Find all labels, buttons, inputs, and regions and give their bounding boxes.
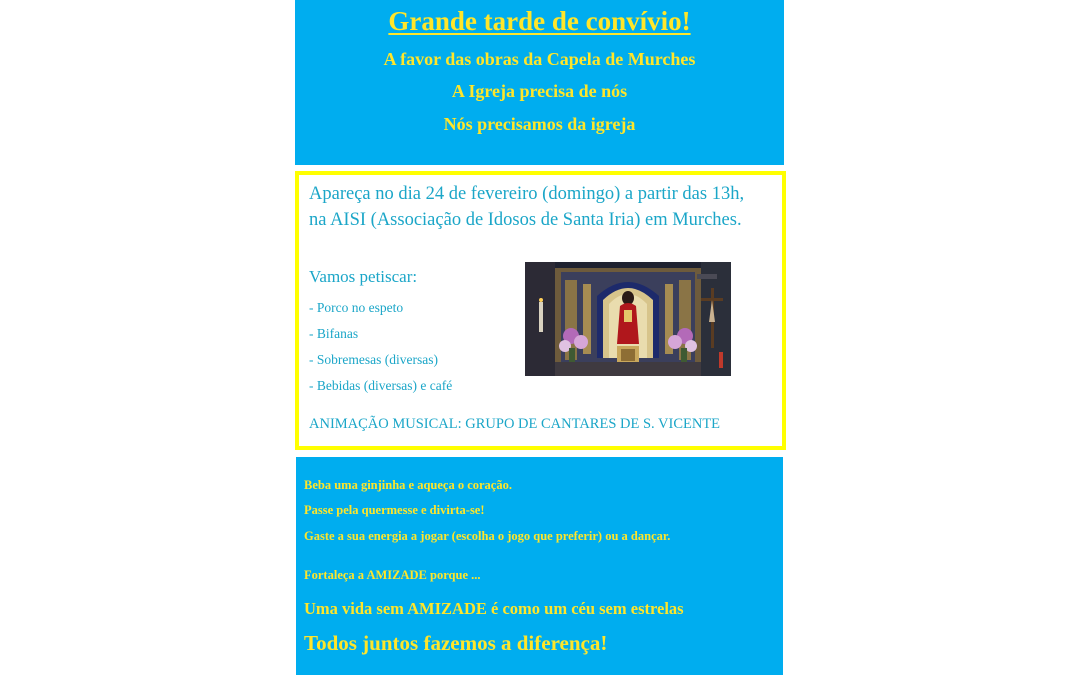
menu-item: - Sobremesas (diversas) <box>309 352 438 367</box>
musical-entertainment: ANIMAÇÃO MUSICAL: GRUPO DE CANTARES DE S. VICENTE <box>309 416 721 432</box>
invitation-line-games: Gaste a sua energia a jogar (escolha o jogo que preferir) ou a dançar. <box>304 529 671 543</box>
invitation-line-together: Todos juntos fazemos a diferença! <box>304 631 608 655</box>
menu-item: - Bifanas <box>309 326 359 341</box>
invitation-line-friendship: Fortaleça a AMIZADE porque ... <box>304 568 481 582</box>
event-details-box <box>295 171 786 450</box>
invitation-line-quermesse: Passe pela quermesse e divirta-se! <box>304 503 485 517</box>
invitation-block <box>296 457 783 675</box>
altar-photo <box>525 262 731 376</box>
menu-title: Vamos petiscar: <box>309 267 418 286</box>
menu-item: - Porco no espeto <box>309 300 404 315</box>
event-title: Grande tarde de convívio! <box>388 6 691 36</box>
invitation-line-quote: Uma vida sem AMIZADE é como um céu sem estrelas <box>304 599 684 618</box>
banner-line-cause: A favor das obras da Capela de Murches <box>383 49 696 69</box>
menu-list <box>309 299 452 403</box>
banner-line-church-needs: A Igreja precisa de nós <box>451 81 628 101</box>
top-banner <box>295 0 784 165</box>
event-intro-text: Apareça no dia 24 de fevereiro (domingo) a partir das 13h, na AISI (Associação de Idosos de Santa Iria) em Murches. <box>309 184 745 230</box>
menu-item: - Bebidas (diversas) e café <box>309 378 453 393</box>
altar-image <box>525 262 731 376</box>
banner-line-we-need: Nós precisamos da igreja <box>443 114 636 134</box>
invitation-line-ginjinha: Beba uma ginjinha e aqueça o coração. <box>304 478 512 492</box>
